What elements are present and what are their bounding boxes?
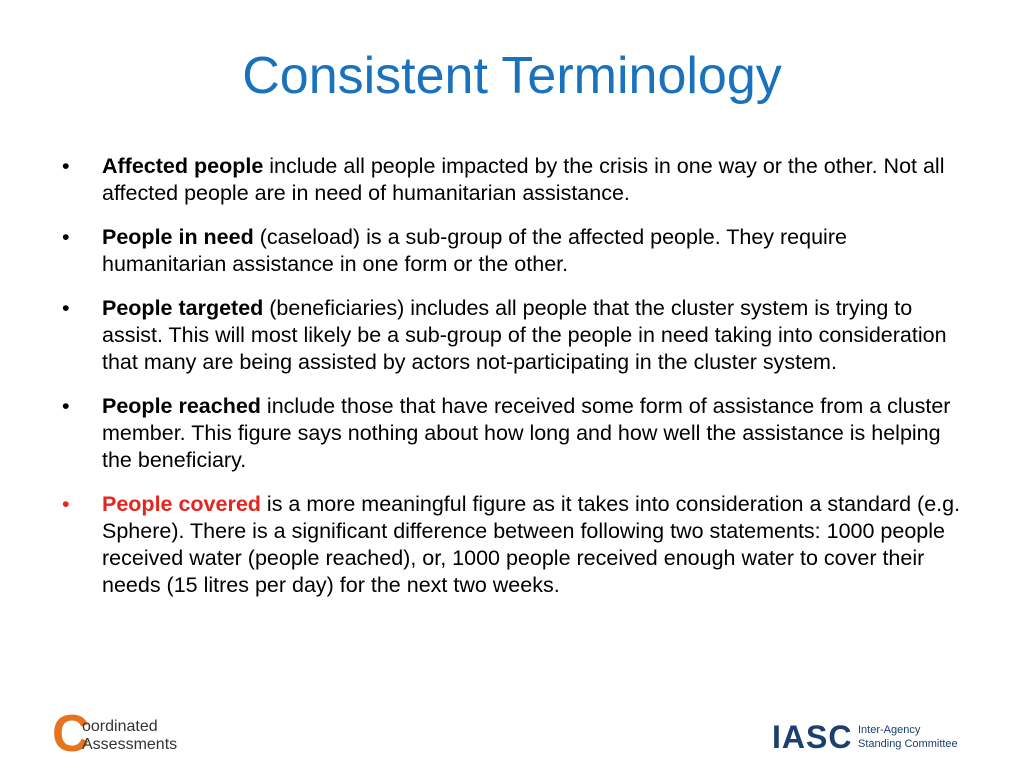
bullet-text: (caseload) is a sub-group of the affected people. They require humanitarian assistance in one form or the other.	[102, 225, 847, 276]
iasc-line-1: Inter-Agency	[858, 724, 921, 736]
coordinated-assessments-logo	[52, 705, 212, 763]
bullet-term: People in need	[102, 225, 254, 249]
bullet-list	[60, 153, 965, 616]
bullet-marker: •	[62, 225, 70, 249]
bullet-term: Affected people	[102, 154, 264, 178]
iasc-abbr: IASC	[772, 719, 853, 755]
slide-title: Consistent Terminology	[242, 47, 782, 105]
logo-line-2: Assessments	[82, 736, 178, 753]
bullet-affected-people	[60, 153, 965, 207]
bullet-text: is a more meaningful figure as it takes into consideration a standard (e.g. Sphere). There is a significant difference between following two statements: 1000 people received water (people reached), or, 1000 people received enough water to cover their needs (15 litres per day) for the next two weeks.	[102, 492, 961, 597]
bullet-people-targeted	[60, 295, 965, 376]
bullet-text: include those that have received some form of assistance from a cluster member. This figure says nothing about how long and how well the assistance is helping the beneficiary.	[102, 394, 951, 472]
bullet-marker: •	[62, 492, 70, 516]
bullet-term: People reached	[102, 394, 261, 418]
logo-line-1: oordinated	[82, 718, 158, 735]
bullet-text: (beneficiaries) includes all people that the cluster system is trying to assist. This will most likely be a sub-group of the people in need taking into consideration that many are being assisted by actors not-participating in the cluster system.	[102, 296, 947, 374]
bullet-people-covered	[60, 491, 965, 599]
logo-letter: C	[52, 705, 90, 763]
bullet-text: include all people impacted by the crisis in one way or the other. Not all affected people are in need of humanitarian assistance.	[102, 154, 945, 205]
iasc-line-2: Standing Committee	[858, 738, 958, 750]
bullet-marker: •	[62, 154, 70, 178]
bullet-people-in-need	[60, 224, 965, 278]
bullet-term: People covered	[102, 492, 261, 516]
bullet-term: People targeted	[102, 296, 264, 320]
iasc-logo	[772, 718, 982, 758]
bullet-marker: •	[62, 394, 70, 418]
bullet-people-reached	[60, 393, 965, 474]
bullet-marker: •	[62, 296, 70, 320]
